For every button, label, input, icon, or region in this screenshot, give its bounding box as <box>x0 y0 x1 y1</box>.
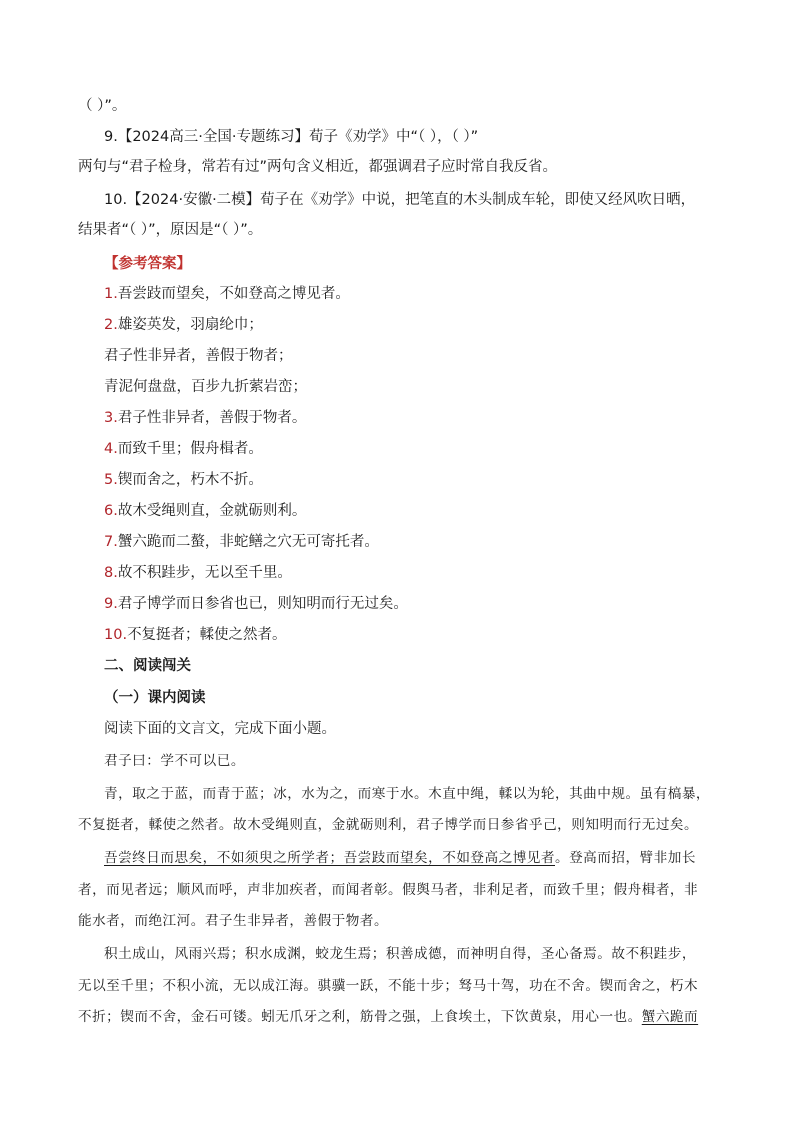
answer-number: 6. <box>104 503 118 519</box>
answer-text: 故不积跬步，无以至千里。 <box>117 565 292 581</box>
answer-item <box>104 346 293 366</box>
passage-line: 积土成山，风雨兴焉；积水成渊，蛟龙生焉；积善成德，而神明自得，圣心备焉。故不积跬步， <box>104 946 696 962</box>
passage-text: 不折；锲而不舍，金石可镂。蚓无爪牙之利，筋骨之强，上食埃土，下饮黄泉，用心一也。 <box>78 1009 642 1025</box>
answer-number: 3. <box>104 410 118 426</box>
answer-item <box>104 625 287 645</box>
passage-line: 不复挺者，輮使之然者。故木受绳则直，金就砺则利，君子博学而日参省乎己，则知明而行无过矣。 <box>78 817 699 833</box>
passage-line: 能水者，而绝江河。君子生非异者，善假于物者。 <box>78 913 389 929</box>
answer-text: 青泥何盘盘，百步九折萦岩峦； <box>104 379 307 395</box>
answer-item <box>104 470 263 490</box>
answer-number: 4. <box>104 441 118 457</box>
passage-line: 青，取之于蓝，而青于蓝；冰，水为之，而寒于水。木直中绳，輮以为轮，其曲中规。虽有槁暴， <box>104 786 711 802</box>
answer-item <box>104 315 263 335</box>
question-10-line-1: 10.【2024·安徽·二模】荀子在《劝学》中说，把笔直的木头制成车轮，即使又经风吹日晒， <box>104 192 696 208</box>
answer-number: 8. <box>104 565 118 581</box>
question-9-line-1: 9.【2024高三·全国·专题练习】荀子《劝学》中“（ ），（ ）” <box>104 129 479 145</box>
answer-text: 君子性非异者，善假于物者。 <box>117 410 307 426</box>
passage-line: 者，而见者远；顺风而呼，声非加疾者，而闻者彰。假舆马者，非利足者，而致千里；假舟楫者，非 <box>78 882 699 898</box>
passage-line <box>78 1007 698 1027</box>
subsection-title: （一）课内阅读 <box>104 690 206 706</box>
answer-text: 不复挺者；輮使之然者。 <box>127 627 287 643</box>
answers-header: 【参考答案】 <box>104 256 191 272</box>
underlined-sentence: 吾尝终日而思矣，不如须臾之所学者；吾尝跂而望矣，不如登高之博见者 <box>104 850 555 866</box>
answer-item <box>104 377 307 397</box>
answer-text: 君子博学而日参省也已，则知明而行无过矣。 <box>117 596 408 612</box>
answer-text: 君子性非异者，善假于物者； <box>104 348 293 364</box>
answer-item <box>104 501 306 521</box>
answer-number: 9. <box>104 596 118 612</box>
answer-item <box>104 532 379 552</box>
passage-line <box>104 848 696 868</box>
answer-item <box>104 284 350 304</box>
question-9-line-2: 两句与“君子检身，常若有过”两句含义相近，都强调君子应时常自我反省。 <box>78 159 558 175</box>
answer-item <box>104 439 263 459</box>
passage-line: 无以至千里；不积小流，无以成江海。骐骥一跃，不能十步；驽马十驾，功在不舍。锲而舍之，朽木 <box>78 978 699 994</box>
answer-number: 10. <box>104 627 128 643</box>
instruction-text: 阅读下面的文言文，完成下面小题。 <box>104 721 336 737</box>
underlined-sentence: 蟹六跪而 <box>641 1009 699 1025</box>
passage-opening: 君子曰：学不可以已。 <box>104 753 245 769</box>
answer-text: 锲而舍之，朽木不折。 <box>117 472 263 488</box>
answer-text: 吾尝跂而望矣，不如登高之博见者。 <box>117 286 350 302</box>
answer-text: 雄姿英发，羽扇纶巾； <box>117 317 263 333</box>
answer-number: 1. <box>104 286 118 302</box>
passage-text: 。登高而招，臂非加长 <box>555 850 696 866</box>
answer-text: 故木受绳则直，金就砺则利。 <box>117 503 307 519</box>
section-title: 二、阅读闯关 <box>104 658 191 674</box>
answer-text: 蟹六跪而二螯，非蛇鳝之穴无可寄托者。 <box>117 534 379 550</box>
question-10-line-2: 结果者“（ ）”，原因是“（ ）”。 <box>78 222 263 238</box>
question-8-tail: （ ）”。 <box>78 98 127 114</box>
answer-number: 2. <box>104 317 118 333</box>
answer-item <box>104 594 408 614</box>
answer-text: 而致千里；假舟楫者。 <box>117 441 263 457</box>
answer-number: 7. <box>104 534 118 550</box>
answer-number: 5. <box>104 472 118 488</box>
answer-item <box>104 408 306 428</box>
answer-item <box>104 563 292 583</box>
